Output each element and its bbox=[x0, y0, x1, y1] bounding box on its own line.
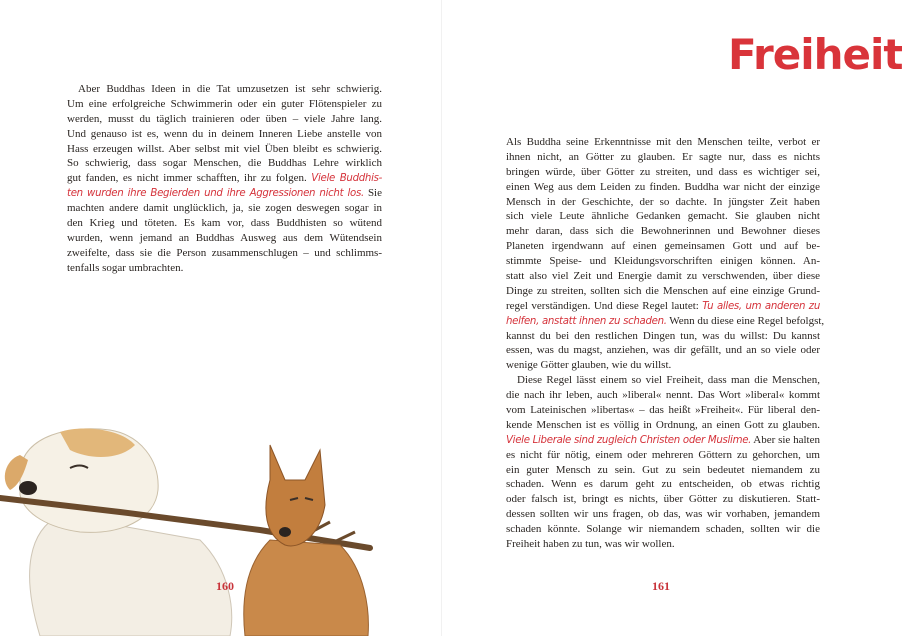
left-page-text bbox=[67, 82, 382, 276]
text-line bbox=[67, 231, 382, 246]
body-text: So schwierig, dass sogar Menschen, die Buddhas Lehre wirklich bbox=[67, 157, 382, 170]
text-line bbox=[506, 477, 820, 492]
text-line bbox=[506, 224, 820, 239]
text-line bbox=[506, 239, 820, 254]
highlighted-text: Viele Liberale sind zugleich Christen oder Muslime. bbox=[506, 434, 752, 446]
text-line bbox=[506, 165, 820, 180]
highlighted-text: helfen, anstatt ihnen zu schaden. bbox=[506, 315, 667, 327]
text-line bbox=[67, 97, 382, 112]
text-line bbox=[506, 388, 820, 403]
text-line bbox=[506, 195, 820, 210]
text-line bbox=[67, 186, 382, 201]
text-line bbox=[67, 127, 382, 142]
body-text: Freiheit haben zu tun, was wir wollen. bbox=[506, 538, 675, 551]
text-line bbox=[506, 373, 820, 388]
body-text: kannst du bei den restlichen Dingen tun, was du willst: Du kannst bbox=[506, 329, 820, 342]
highlighted-text: ten wurden ihre Begierden und ihre Aggressionen nicht los. bbox=[67, 188, 364, 200]
body-text: sich viele Leute ähnliche Gedanken gemacht. Sie glauben nicht bbox=[506, 210, 820, 223]
page-number-right: 161 bbox=[652, 579, 670, 593]
text-line bbox=[506, 269, 820, 284]
text-line bbox=[67, 246, 382, 261]
body-text: Hass erzeugen willst. Aber selbst mit viel Üben bleibt es schwierig. bbox=[67, 142, 382, 155]
body-text: machten andere damit unglücklich, ja, sie zogen deswegen sogar in bbox=[67, 202, 382, 215]
right-page-text bbox=[506, 135, 825, 552]
body-text: Planeten irgendwann auf einen gemeinsamen Gott und auf be- bbox=[506, 240, 820, 253]
text-line bbox=[506, 254, 820, 269]
body-text: zweifelte, dass sie die Person zusammenschlugen – und schlimms- bbox=[67, 246, 382, 259]
text-line bbox=[67, 216, 382, 231]
body-text: ihnen nicht, an Götter zu glauben. Er sagte nur, dass es nichts bbox=[506, 150, 820, 163]
body-text: Diese Regel lässt einem so viel Freiheit, dass man die Menschen, bbox=[517, 374, 820, 387]
body-text: Sie bbox=[363, 187, 382, 200]
text-line bbox=[67, 156, 382, 171]
text-line bbox=[506, 343, 820, 358]
body-text: Und genauso ist es, wenn du in deinem Inneren Liebe anstelle von bbox=[67, 127, 382, 140]
text-line bbox=[506, 314, 825, 329]
body-text: essen, was du magst, anziehen, was dir gefällt, und an so viele oder bbox=[506, 344, 820, 357]
highlighted-text: Viele Buddhis- bbox=[311, 173, 382, 185]
body-text: Als Buddha seine Erkenntnisse mit den Menschen teilte, verbot er bbox=[506, 136, 820, 148]
text-line bbox=[506, 135, 820, 150]
left-page bbox=[0, 0, 442, 636]
text-line bbox=[67, 82, 382, 97]
text-line bbox=[506, 492, 820, 507]
text-line bbox=[506, 448, 820, 463]
chapter-title: Freiheit bbox=[728, 30, 902, 79]
body-text: Mensch in der Geschichte, der so dachte. In jüngster Zeit haben bbox=[506, 195, 820, 208]
body-text: wenige Götter glauben, wie du willst. bbox=[506, 359, 672, 372]
body-text: mehr daran, dass sich die Bewohnerinnen und Bewohner dieses bbox=[506, 225, 820, 238]
text-line bbox=[506, 180, 820, 195]
body-text: ein guter Mensch zu sein. Gut zu sein bedeutet niemandem zu bbox=[506, 463, 820, 476]
text-line bbox=[506, 463, 820, 478]
text-line bbox=[506, 507, 820, 522]
text-line bbox=[506, 433, 820, 448]
page-number-left: 160 bbox=[216, 579, 234, 593]
body-text: die nach ihr leben, auch »liberal« nennt. Das Wort »liberal« kommt bbox=[506, 389, 820, 402]
body-text: gut fanden, es nicht immer schafften, ihr zu folgen. bbox=[67, 172, 312, 185]
text-line bbox=[506, 209, 820, 224]
body-text: stimmte Speise- und Kleidungsvorschriften einigen können. An- bbox=[506, 255, 820, 268]
text-line bbox=[67, 171, 382, 186]
body-text: es nicht für nötig, einem oder mehreren Göttern zu gehorchen, um bbox=[506, 448, 820, 461]
dogs-illustration bbox=[0, 420, 442, 636]
text-line bbox=[506, 403, 820, 418]
text-line bbox=[67, 112, 382, 127]
text-line bbox=[506, 150, 820, 165]
body-text: Dinge zu streiten, sollten sich die Menschen auf eine einzige Grund- bbox=[506, 284, 820, 297]
text-line bbox=[67, 201, 382, 216]
body-text: den Krieg und töteten. Es kam vor, dass Buddhisten so wütend bbox=[67, 217, 382, 230]
text-line bbox=[506, 358, 820, 373]
body-text: oder falsch ist, bringt es nichts, über Götter zu diskutieren. Statt- bbox=[506, 493, 820, 506]
body-text: Aber Buddhas Ideen in die Tat umzusetzen ist sehr schwierig. bbox=[78, 83, 382, 95]
highlighted-text: Tu alles, um anderen zu bbox=[702, 300, 820, 312]
body-text: statt also viel Zeit und Energie damit zu verschwenden, über diese bbox=[506, 270, 820, 283]
text-line bbox=[506, 299, 820, 314]
body-text: kende Menschen ist es völlig in Ordnung, an einen Gott zu glauben. bbox=[506, 418, 820, 431]
text-line bbox=[506, 418, 820, 433]
body-text: vom Lateinischen »libertas« – das heißt »Freiheit«. Für liberal den- bbox=[506, 404, 820, 417]
text-line bbox=[506, 537, 820, 552]
text-line bbox=[67, 261, 382, 276]
body-text: schaden. Wenn es darum geht zu entscheiden, ob etwas richtig bbox=[506, 478, 820, 491]
body-text: regel verständigen. Und diese Regel lautet: bbox=[506, 299, 703, 312]
body-text: Wenn du diese eine Regel befolgst, bbox=[666, 314, 825, 327]
body-text: schaden könnte. Solange wir niemandem schaden, sollten wir die bbox=[506, 523, 820, 536]
text-line bbox=[67, 142, 382, 157]
text-line bbox=[506, 284, 820, 299]
body-text: Um eine erfolgreiche Schwimmerin oder ein guter Flötenspieler zu bbox=[67, 97, 382, 110]
body-text: wurden, wenn jemand an Buddhas Ausweg aus dem Wütendsein bbox=[67, 231, 382, 244]
text-line bbox=[506, 522, 820, 537]
body-text: einen Weg aus dem Leiden zu finden. Buddha war nicht der einzige bbox=[506, 180, 820, 193]
body-text: werden, musst du täglich trainieren oder üben – viele Jahre lang. bbox=[67, 112, 382, 125]
body-text: Aber sie halten bbox=[751, 433, 820, 446]
body-text: tenfalls sogar umbrachten. bbox=[67, 261, 184, 274]
right-page bbox=[442, 0, 902, 636]
text-line bbox=[506, 329, 820, 344]
body-text: dessen sollten wir uns fragen, ob das, was wir vorhaben, jemandem bbox=[506, 508, 820, 521]
body-text: bringen würde, über Götter zu streiten, und dass es wichtiger sei, bbox=[506, 165, 820, 178]
